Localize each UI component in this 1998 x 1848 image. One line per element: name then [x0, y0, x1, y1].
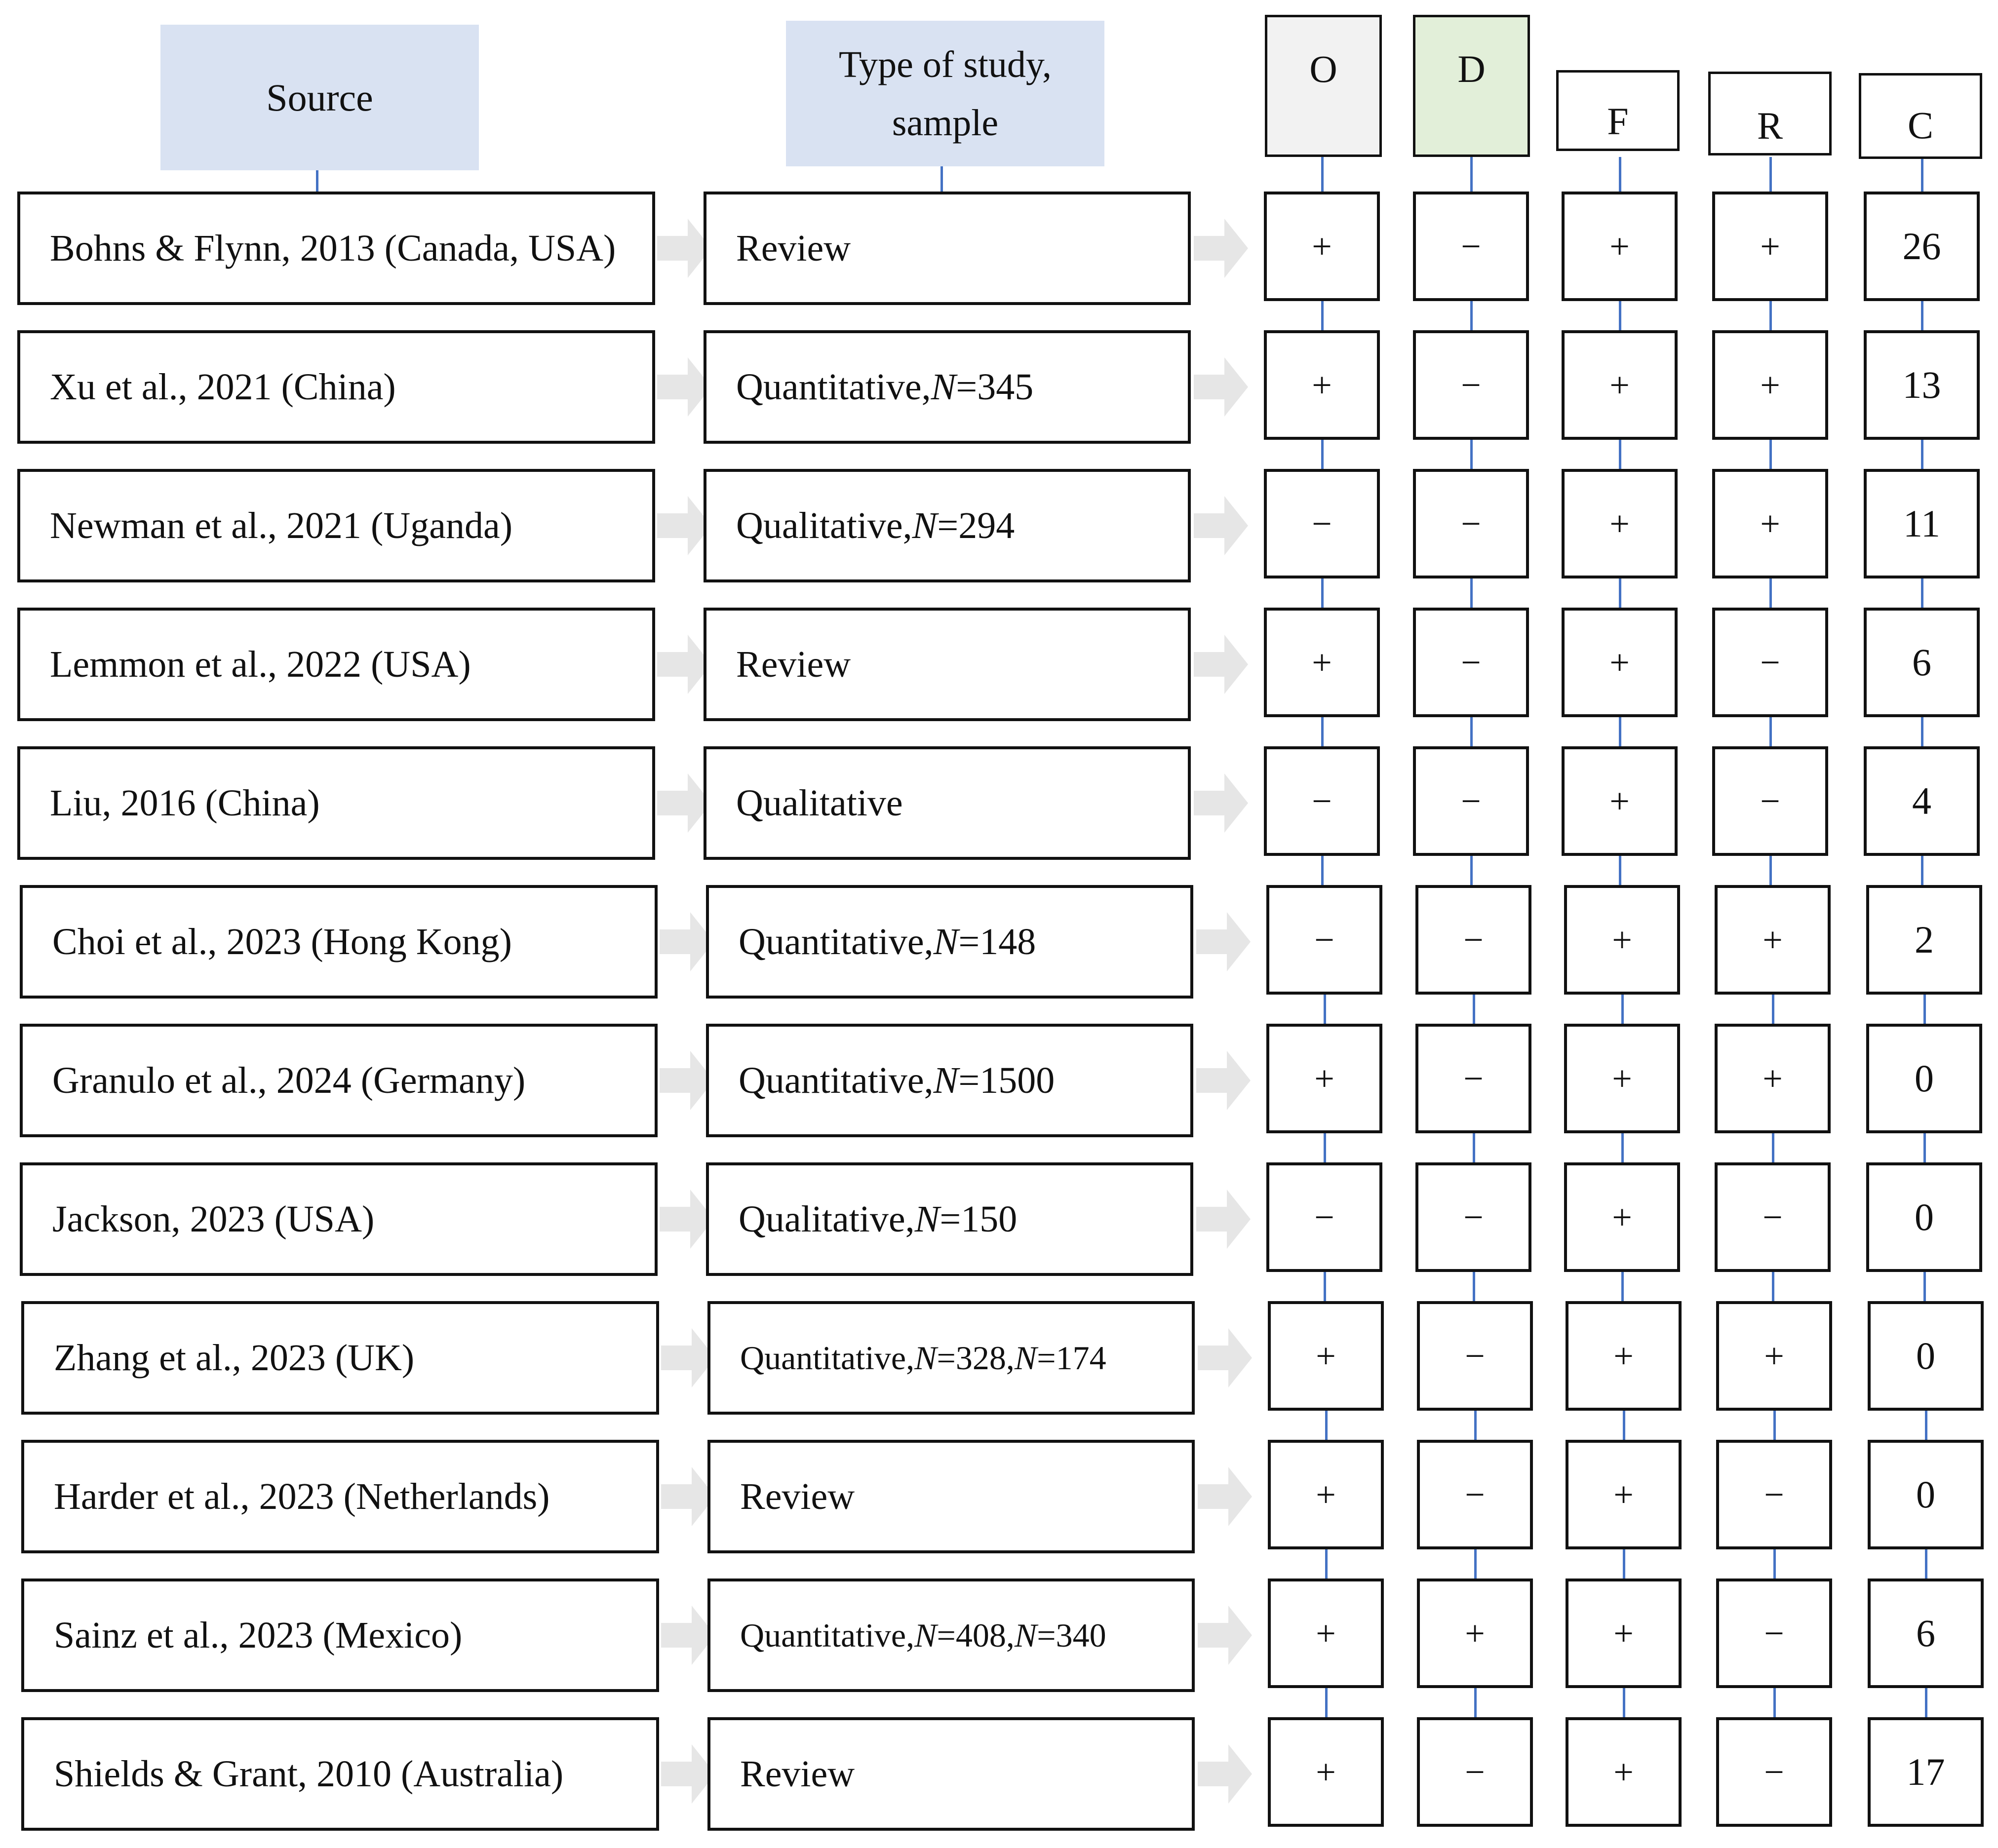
header-C: [1859, 73, 1982, 159]
study-type-text: Quantitative,: [739, 1059, 934, 1101]
study-type-box: [704, 608, 1191, 721]
connector-header-D: [1470, 157, 1473, 192]
connector-F: [1621, 995, 1624, 1024]
score-D-value: −: [1461, 365, 1481, 405]
study-type-text: Qualitative,: [739, 1198, 915, 1240]
score-D-box: [1413, 608, 1529, 717]
score-F-value: +: [1612, 1197, 1632, 1237]
study-type-text: Quantitative,: [740, 1339, 915, 1377]
score-O-value: +: [1316, 1336, 1336, 1376]
sample-n-label: N: [1014, 1616, 1037, 1654]
score-O-value: −: [1314, 920, 1334, 960]
source-box: [17, 608, 655, 721]
score-F-box: [1566, 1301, 1682, 1411]
connector-F: [1621, 1133, 1624, 1162]
score-C-box: [1868, 1578, 1984, 1688]
study-type-box: [707, 1578, 1195, 1692]
arrow-type-to-scores: [1194, 357, 1248, 417]
connector-C: [1921, 301, 1923, 330]
score-R-box: [1715, 1024, 1831, 1133]
source-text: Newman et al., 2021 (Uganda): [50, 504, 513, 546]
score-C-value: 26: [1902, 225, 1941, 268]
source-text: Jackson, 2023 (USA): [52, 1198, 375, 1240]
score-C-box: [1864, 608, 1980, 717]
connector-header-O: [1321, 157, 1324, 192]
score-C-box: [1868, 1301, 1984, 1411]
score-D-box: [1415, 1162, 1531, 1272]
score-D-value: −: [1461, 226, 1481, 266]
header-D-label: D: [1457, 47, 1486, 90]
study-type-box: [704, 330, 1191, 444]
source-text: Bohns & Flynn, 2013 (Canada, USA): [50, 227, 616, 269]
source-box: [17, 746, 655, 860]
connector-header-F: [1619, 157, 1621, 192]
connector-D: [1474, 1688, 1477, 1717]
score-R-box: [1715, 1162, 1831, 1272]
sample-n-label: N: [914, 1198, 940, 1240]
connector-C: [1925, 1411, 1927, 1440]
connector-D: [1473, 1272, 1475, 1301]
score-O-value: −: [1314, 1197, 1334, 1237]
score-R-box: [1716, 1578, 1832, 1688]
sample-n-equals: =: [1037, 1616, 1056, 1654]
score-R-box: [1715, 885, 1831, 995]
arrow-type-to-scores: [1194, 496, 1248, 555]
header-type-of-study: [786, 21, 1104, 166]
score-D-value: −: [1463, 920, 1484, 960]
score-O-box: [1266, 1024, 1382, 1133]
connector-header-R: [1769, 157, 1772, 192]
study-type-box: [707, 1301, 1195, 1415]
score-C-value: 0: [1916, 1473, 1935, 1516]
score-O-value: +: [1316, 1613, 1336, 1653]
score-R-value: −: [1764, 1752, 1784, 1792]
study-type-text: Review: [740, 1475, 855, 1517]
connector-O: [1325, 1411, 1328, 1440]
connector-C: [1925, 1688, 1927, 1717]
sample-n-equals: =: [940, 1198, 961, 1240]
score-C-box: [1866, 885, 1982, 995]
study-type-text: Qualitative: [736, 782, 903, 824]
header-source-label: Source: [266, 76, 373, 119]
connector-R: [1772, 1272, 1774, 1301]
sample-n-label: N: [914, 1339, 937, 1377]
study-type-text: Review: [736, 643, 851, 685]
score-C-value: 11: [1903, 502, 1941, 545]
score-D-box: [1413, 469, 1529, 578]
score-F-value: +: [1609, 365, 1630, 405]
score-C-value: 4: [1912, 779, 1931, 822]
study-type-box: [704, 469, 1191, 582]
score-D-value: +: [1465, 1613, 1485, 1653]
study-type-text: Quantitative,: [740, 1616, 915, 1654]
sample-size-value: 294: [958, 504, 1015, 546]
connector-O: [1321, 717, 1324, 746]
score-F-box: [1564, 1024, 1680, 1133]
sample-n-label: N: [933, 921, 959, 962]
sample-n-label: N: [912, 504, 938, 546]
connector-F: [1619, 440, 1621, 469]
study-type-text: Review: [736, 227, 851, 269]
score-R-value: −: [1760, 642, 1780, 682]
connector-C: [1921, 440, 1923, 469]
score-C-value: 6: [1916, 1612, 1935, 1655]
study-type-box: [704, 192, 1191, 305]
score-R-box: [1716, 1301, 1832, 1411]
score-O-box: [1264, 330, 1380, 440]
connector-D: [1474, 1411, 1477, 1440]
score-D-box: [1417, 1440, 1533, 1549]
score-D-box: [1415, 1024, 1531, 1133]
connector-F: [1619, 856, 1621, 885]
score-C-value: 0: [1915, 1057, 1934, 1100]
score-D-value: −: [1461, 503, 1481, 543]
score-D-value: −: [1465, 1336, 1485, 1376]
header-O: [1265, 15, 1382, 157]
score-O-box: [1266, 885, 1382, 995]
score-D-value: −: [1463, 1197, 1484, 1237]
connector-D: [1470, 578, 1473, 608]
connector-F: [1623, 1549, 1625, 1578]
score-C-value: 13: [1902, 363, 1941, 406]
score-C-box: [1866, 1162, 1982, 1272]
score-F-value: +: [1609, 781, 1630, 821]
study-type-box: [706, 1024, 1193, 1137]
connector-R: [1772, 995, 1774, 1024]
source-box: [21, 1578, 659, 1692]
sample-size-value: 1500: [979, 1059, 1055, 1101]
score-O-value: +: [1316, 1474, 1336, 1514]
score-R-box: [1712, 330, 1828, 440]
connector-C: [1921, 856, 1923, 885]
score-O-box: [1264, 746, 1380, 856]
score-D-value: −: [1461, 781, 1481, 821]
score-F-value: +: [1609, 226, 1630, 266]
score-F-box: [1562, 469, 1678, 578]
score-C-value: 0: [1916, 1334, 1935, 1377]
connector-R: [1769, 717, 1772, 746]
sample-size-value-2: 340: [1056, 1616, 1106, 1654]
score-D-value: −: [1463, 1058, 1484, 1098]
connector-C: [1923, 995, 1926, 1024]
score-R-value: +: [1763, 1058, 1783, 1098]
connector-O: [1321, 578, 1324, 608]
score-O-box: [1268, 1578, 1384, 1688]
score-F-box: [1562, 746, 1678, 856]
header-type-line1: Type of study,: [839, 43, 1052, 85]
score-D-value: −: [1461, 642, 1481, 682]
source-text: Lemmon et al., 2022 (USA): [50, 643, 471, 685]
connector-D: [1470, 717, 1473, 746]
score-O-value: +: [1312, 642, 1332, 682]
score-C-value: 2: [1915, 918, 1934, 961]
arrow-type-to-scores: [1194, 219, 1248, 278]
connector-source: [316, 170, 318, 192]
source-box: [21, 1440, 659, 1553]
score-O-value: +: [1312, 226, 1332, 266]
score-C-box: [1864, 330, 1980, 440]
source-text: Xu et al., 2021 (China): [50, 366, 396, 408]
source-text: Zhang et al., 2023 (UK): [54, 1337, 415, 1379]
score-F-value: +: [1612, 1058, 1632, 1098]
score-R-value: +: [1763, 920, 1783, 960]
score-R-value: −: [1760, 781, 1780, 821]
source-box: [17, 469, 655, 582]
connector-R: [1769, 440, 1772, 469]
source-box: [21, 1717, 659, 1831]
connector-D: [1470, 856, 1473, 885]
connector-R: [1769, 578, 1772, 608]
score-R-box: [1712, 608, 1828, 717]
score-D-value: −: [1465, 1752, 1485, 1792]
sample-size-value: 328: [955, 1339, 1006, 1377]
score-R-box: [1716, 1440, 1832, 1549]
header-C-label: C: [1907, 104, 1934, 147]
connector-C: [1923, 1272, 1926, 1301]
header-F: [1556, 70, 1680, 151]
sample-n-equals: =: [937, 504, 959, 546]
arrow-type-to-scores: [1196, 1051, 1251, 1110]
score-D-box: [1417, 1301, 1533, 1411]
study-type-box: [706, 885, 1193, 999]
connector-C: [1925, 1549, 1927, 1578]
sample-n-equals: =: [956, 366, 978, 408]
connector-O: [1324, 995, 1326, 1024]
source-box: [17, 330, 655, 444]
score-D-box: [1413, 746, 1529, 856]
sample-n-equals: =: [958, 921, 980, 962]
connector-R: [1773, 1411, 1776, 1440]
score-R-value: −: [1764, 1613, 1784, 1653]
score-D-box: [1417, 1578, 1533, 1688]
source-text: Granulo et al., 2024 (Germany): [52, 1059, 526, 1101]
connector-header-C: [1921, 159, 1923, 192]
score-O-box: [1268, 1717, 1384, 1827]
score-F-value: +: [1609, 503, 1630, 543]
score-C-box: [1868, 1717, 1984, 1827]
sample-size-value: 345: [977, 366, 1034, 408]
connector-R: [1769, 301, 1772, 330]
source-box: [20, 1162, 658, 1276]
score-F-box: [1566, 1440, 1682, 1549]
study-type-text: Review: [740, 1753, 855, 1795]
score-C-value: 17: [1906, 1750, 1945, 1793]
study-type-box: [704, 746, 1191, 860]
sample-size-value-2: 174: [1056, 1339, 1106, 1377]
connector-type: [940, 166, 943, 192]
connector-D: [1470, 301, 1473, 330]
header-source: [160, 25, 479, 170]
study-type-box: [707, 1717, 1195, 1831]
score-F-value: +: [1613, 1613, 1634, 1653]
source-box: [21, 1301, 659, 1415]
connector-D: [1473, 1133, 1475, 1162]
score-C-box: [1866, 1024, 1982, 1133]
score-D-box: [1413, 192, 1529, 301]
arrow-type-to-scores: [1198, 1606, 1252, 1665]
study-type-text: Qualitative,: [736, 504, 912, 546]
score-C-value: 0: [1915, 1195, 1934, 1238]
connector-O: [1321, 440, 1324, 469]
score-F-box: [1564, 1162, 1680, 1272]
score-F-value: +: [1613, 1336, 1634, 1376]
header-O-label: O: [1309, 47, 1337, 90]
sample-n-label: N: [914, 1616, 937, 1654]
score-R-value: −: [1763, 1197, 1783, 1237]
connector-C: [1923, 1133, 1926, 1162]
connector-C: [1921, 717, 1923, 746]
sample-size-value: 150: [961, 1198, 1018, 1240]
connector-F: [1623, 1688, 1625, 1717]
score-R-box: [1712, 469, 1828, 578]
connector-F: [1623, 1411, 1625, 1440]
sample-separator: ,: [1006, 1616, 1015, 1654]
score-O-box: [1268, 1301, 1384, 1411]
connector-O: [1324, 1272, 1326, 1301]
score-R-value: +: [1760, 365, 1780, 405]
sample-n-label: N: [1014, 1339, 1037, 1377]
source-box: [20, 885, 658, 999]
connector-R: [1769, 856, 1772, 885]
score-R-box: [1716, 1717, 1832, 1827]
arrow-type-to-scores: [1196, 912, 1251, 971]
score-F-value: +: [1613, 1474, 1634, 1514]
source-text: Sainz et al., 2023 (Mexico): [54, 1614, 463, 1656]
score-O-value: +: [1316, 1752, 1336, 1792]
connector-O: [1325, 1549, 1328, 1578]
connector-D: [1470, 440, 1473, 469]
score-O-box: [1264, 469, 1380, 578]
score-F-box: [1562, 330, 1678, 440]
study-type-text: Quantitative,: [739, 921, 934, 962]
sample-n-equals: =: [1037, 1339, 1056, 1377]
connector-R: [1772, 1133, 1774, 1162]
score-R-value: −: [1764, 1474, 1784, 1514]
connector-D: [1473, 995, 1475, 1024]
connector-O: [1321, 301, 1324, 330]
score-F-value: +: [1612, 920, 1632, 960]
source-text: Harder et al., 2023 (Netherlands): [54, 1475, 550, 1517]
score-C-box: [1864, 192, 1980, 301]
score-C-value: 6: [1912, 641, 1931, 684]
score-F-box: [1562, 192, 1678, 301]
score-D-box: [1413, 330, 1529, 440]
score-O-value: +: [1312, 365, 1332, 405]
sample-separator: ,: [1006, 1339, 1015, 1377]
score-D-box: [1415, 885, 1531, 995]
sample-n-label: N: [933, 1059, 959, 1101]
connector-R: [1773, 1688, 1776, 1717]
study-type-text: Quantitative,: [736, 366, 931, 408]
header-D: [1413, 15, 1530, 157]
score-O-value: +: [1314, 1058, 1334, 1098]
score-C-box: [1868, 1440, 1984, 1549]
sample-size-value: 148: [979, 921, 1036, 962]
source-text: Choi et al., 2023 (Hong Kong): [52, 921, 512, 962]
score-O-value: −: [1312, 503, 1332, 543]
header-F-label: F: [1607, 100, 1629, 143]
sample-size-value: 408: [955, 1616, 1006, 1654]
score-D-box: [1417, 1717, 1533, 1827]
sample-n-equals: =: [958, 1059, 980, 1101]
score-C-box: [1864, 469, 1980, 578]
source-text: Shields & Grant, 2010 (Australia): [54, 1753, 564, 1795]
score-R-box: [1712, 746, 1828, 856]
arrow-type-to-scores: [1194, 635, 1248, 694]
sample-n-equals: =: [937, 1616, 956, 1654]
connector-O: [1324, 1133, 1326, 1162]
score-R-value: +: [1760, 503, 1780, 543]
source-box: [20, 1024, 658, 1137]
score-F-value: +: [1609, 642, 1630, 682]
source-box: [17, 192, 655, 305]
header-R-label: R: [1757, 104, 1783, 147]
score-O-box: [1264, 608, 1380, 717]
connector-O: [1321, 856, 1324, 885]
sample-n-equals: =: [937, 1339, 956, 1377]
header-type-line2: sample: [892, 102, 999, 144]
connector-D: [1474, 1549, 1477, 1578]
score-C-box: [1864, 746, 1980, 856]
sample-n-label: N: [931, 366, 956, 408]
score-R-box: [1712, 192, 1828, 301]
score-O-box: [1266, 1162, 1382, 1272]
source-text: Liu, 2016 (China): [50, 782, 320, 824]
arrow-type-to-scores: [1198, 1744, 1252, 1804]
arrow-type-to-scores: [1196, 1190, 1251, 1249]
arrow-type-to-scores: [1198, 1467, 1252, 1526]
score-F-value: +: [1613, 1752, 1634, 1792]
score-D-value: −: [1465, 1474, 1485, 1514]
arrow-type-to-scores: [1194, 773, 1248, 833]
study-type-box: [707, 1440, 1195, 1553]
score-R-value: +: [1760, 226, 1780, 266]
score-O-box: [1264, 192, 1380, 301]
connector-R: [1773, 1549, 1776, 1578]
score-O-value: −: [1312, 781, 1332, 821]
score-R-value: +: [1764, 1336, 1784, 1376]
connector-F: [1619, 717, 1621, 746]
connector-F: [1619, 301, 1621, 330]
connector-O: [1325, 1688, 1328, 1717]
score-O-box: [1268, 1440, 1384, 1549]
header-R: [1708, 72, 1832, 155]
connector-F: [1619, 578, 1621, 608]
arrow-type-to-scores: [1198, 1328, 1252, 1387]
study-type-box: [706, 1162, 1193, 1276]
score-F-box: [1562, 608, 1678, 717]
score-F-box: [1566, 1717, 1682, 1827]
score-F-box: [1564, 885, 1680, 995]
score-F-box: [1566, 1578, 1682, 1688]
connector-C: [1921, 578, 1923, 608]
connector-F: [1621, 1272, 1624, 1301]
